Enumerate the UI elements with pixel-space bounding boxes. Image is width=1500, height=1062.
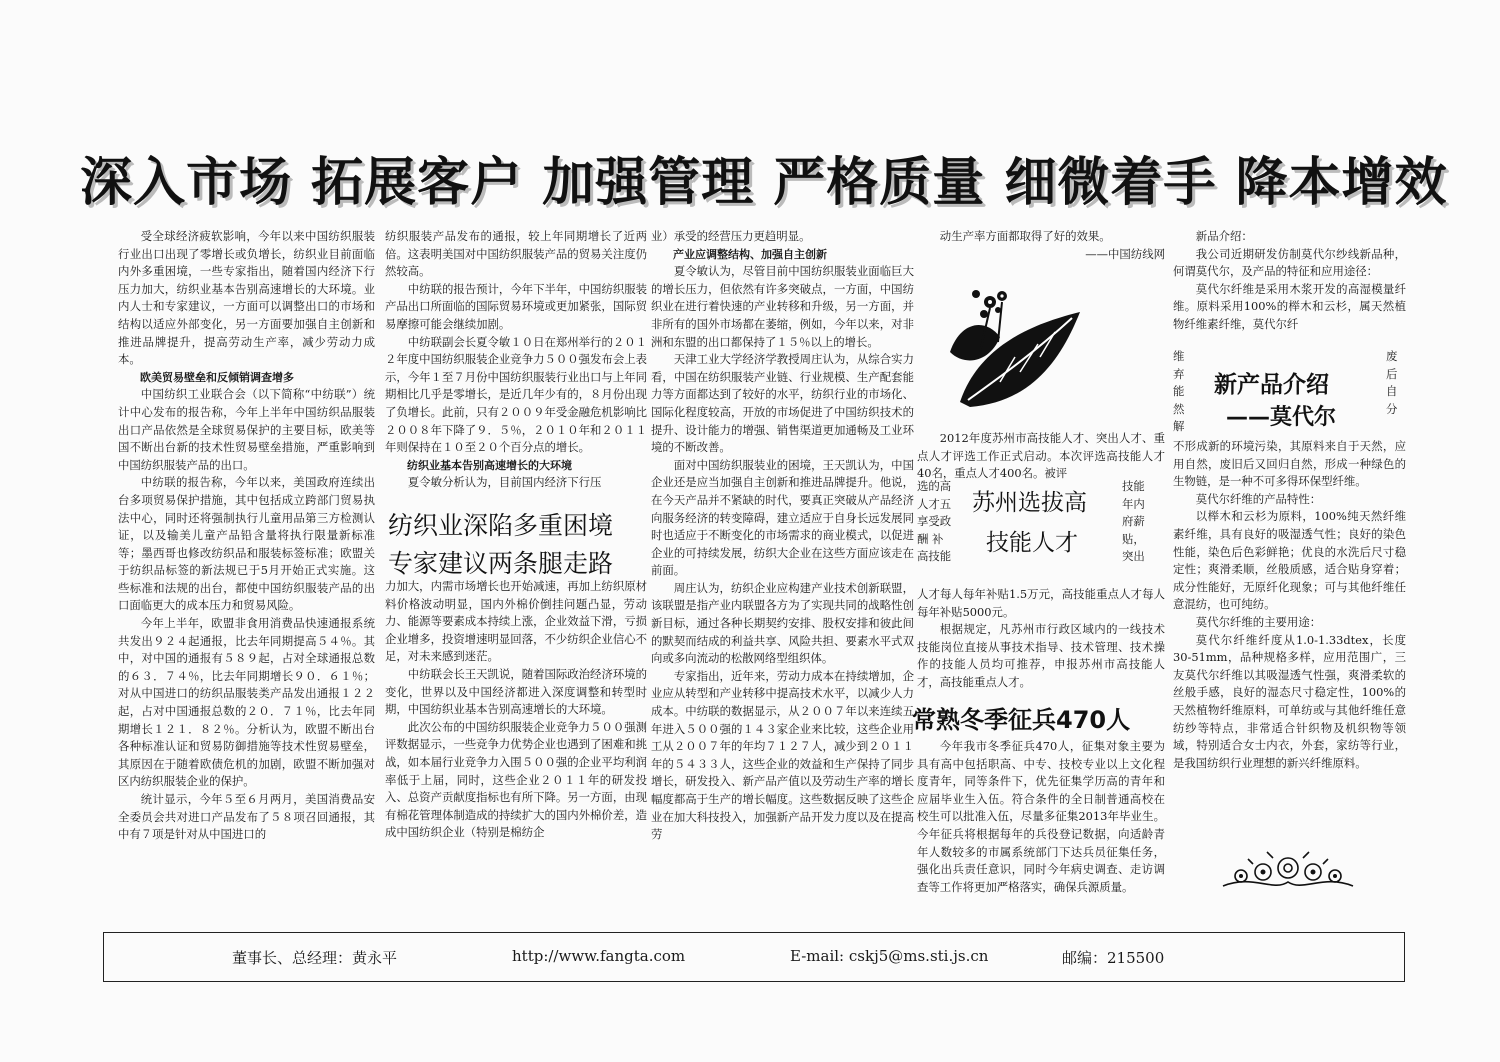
paragraph: 中纺联的报告称，今年以来，美国政府连续出台多项贸易保护措施，其中包括成立跨部门贸易执法中心，同时还将强制执行儿童用品第三方检测认证，以及输美儿童产品铅含量将执行限量新标准等；墨西哥也修改纺织品和服装标签标准；欧盟关于纺织品标签的新法规已于5月开始正式实施。这些标准和法规的出台，都使中国纺织服装产品的出口面临更大的成本压力和贸易风险。: [118, 475, 375, 613]
paragraph: 中纺联的报告预计，今年下半年，中国纺织服装产品出口所面临的国际贸易环境或更加紧张，国际贸易摩擦可能会继续加剧。: [385, 281, 648, 331]
paragraph: 力加大，内需市场增长也开始减速，再加上纺织原材料价格波动明显，国内外棉价倒挂问题凸显，劳动力、能源等要素成本持续上涨，企业效益下滑，亏损企业增多，投资增速明显回落，不少纺织企业信心不足，对未来感到迷茫。: [385, 579, 647, 664]
product-article-intro: [1173, 228, 1406, 351]
textile-article-col2: [385, 228, 647, 510]
product-side-right: 废 后 自 分: [1386, 349, 1398, 416]
footer-email-link[interactable]: E-mail: cskj5@ms.sti.js.cn: [790, 947, 989, 965]
paragraph: 受全球经济疲软影响，今年以来中国纺织服装行业出口出现了零增长或负增长，纺织业目前面临内外多重困境，一些专家指出，随着国内经济下行压力加大，纺织业基本告别高速增长的大环境。业内人士和专家建议，一方面可以调整出口的市场和结构以适应外部变化，另一方面要加强自主创新和推进品牌提升，提高劳动生产率，减少劳动力成本。: [118, 229, 375, 367]
textile-article-title-line2: 专家建议两条腿走路: [388, 549, 614, 578]
subheading: 莫代尔纤维的产品特性：: [1195, 491, 1322, 506]
changshu-article-body: [917, 738, 1165, 938]
suzhou-side-left: 选的高 人才五 享受政 酬 补 高技能: [917, 479, 952, 563]
paragraph: 不形成新的环境污染，其原料来自于天然，应用自然，废旧后又回归自然，形成一种绿色的生物链，是一种不可多得环保型纤维。: [1173, 439, 1406, 489]
paragraph: 统计显示，今年５至６月两月，美国消费品安全委员会共对进口产品发布了５８项召回通报，其中有７项是针对从中国进口的: [118, 792, 375, 842]
paragraph: 中纺联会长王天凯说，随着国际政治经济环境的变化，世界以及中国经济都进入深度调整和转型时期，中国纺织业基本告别高速增长的大环境。: [385, 666, 648, 717]
footer-postcode: 邮编：215500: [1062, 949, 1165, 967]
paragraph: 业）承受的经营压力更趋明显。: [651, 229, 811, 243]
footer-chairman: 董事长、总经理：黄永平: [232, 949, 398, 967]
paragraph: 人才每人每年补贴1.5万元，高技能重点人才每人每年补贴5000元。: [917, 587, 1165, 619]
suzhou-article-title-line2: 技能人才: [986, 530, 1078, 556]
paragraph: 面对中国纺织服装业的困境，王天凯认为，中国企业还是应当加强自主创新和推进品牌提升。他说，在今天产品并不紧缺的时代，要真正突破从产品经济向服务经济的转变障碍，建立适应于自身长远发展同时也适应于不断变化的市场需求的商业模式，以促进企业的可持续发展，纺织大企业在这些方面应该走在前面。: [651, 457, 914, 578]
subheading: 莫代尔纤维的主要用途：: [1195, 614, 1322, 629]
textile-article-col2-bottom: [385, 578, 647, 943]
product-article-body: [1173, 438, 1406, 838]
paragraph: 我公司近期研发仿制莫代尔纱线新品种，何谓莫代尔，及产品的特征和应用途径：: [1173, 246, 1406, 279]
product-article-title-line2: ——莫代尔: [1226, 405, 1337, 430]
paragraph: 天津工业大学经济学教授周庄认为，从综合实力看，中国在纺织服装产业链、行业规模、生产配套能力等方面都达到了较好的水平，纺织行业的市场化、国际化程度较高，开放的市场促进了中国纺织技术的提升、设计能力的增强、销售渠道更加通畅及工业环境的不断改善。: [651, 352, 914, 455]
footer-bar: [103, 932, 1405, 982]
suzhou-article-lead: [917, 430, 1165, 481]
footer-website-link[interactable]: http://www.fangta.com: [512, 947, 686, 965]
paragraph: 以榉木和云杉为原料，100%纯天然纤维素纤维，具有良好的吸湿透气性；良好的染色性能，染色后色彩鲜艳；优良的水洗后尺寸稳定性；爽滑柔顺，丝般质感，适合贴身穿着；成分性能好，无原纤化现象；可与其他纤维任意混纺，也可纯纺。: [1173, 509, 1406, 612]
paragraph: 纺织服装产品发布的通报，较上年同期增长了近两倍。这表明美国对中国纺织服装产品的贸易关注度仍然较高。: [385, 229, 647, 279]
paragraph: 夏令敏分析认为，目前国内经济下行压: [407, 475, 602, 490]
subheading: 欧美贸易壁垒和反倾销调查增多: [140, 370, 294, 384]
article-source: ——中国纺线网: [1085, 246, 1165, 261]
paragraph: 2012年度苏州市高技能人才、突出人才、重点人才评选工作正式启动。本次评选高技能人才40名，重点人才400名。被评: [917, 431, 1165, 481]
paragraph: 夏令敏认为，尽管目前中国纺织服装业面临巨大的增长压力，但依然有许多突破点，一方面，中国纺织业在进行着快速的产业转移和升级，另一方面，并非所有的国外市场都在萎缩，例如，今年以来，对非洲和东盟的出口都保持了１５％以上的增长。: [651, 264, 914, 349]
paragraph: 莫代尔纤维纤度从1.0-1.33dtex，长度30-51mm，品种规格多样，应用范围广，三友莫代尔纤维以其吸湿透气性强，爽滑柔软的丝般手感，良好的湿态尺寸稳定性，100%的天然植物纤维原料，可单纺或与其他纤维任意纺纱等特点，非常适合针织物及机织物等领域，特别适合女士内衣，外套，家纺等行业，是我国纺织行业理想的新兴纤维原料。: [1173, 632, 1406, 770]
textile-article-col3: [651, 228, 914, 943]
paragraph: 今年上半年，欧盟非食用消费品快速通报系统共发出９２４起通报，比去年同期提高５４％。其中，对中国的通报有５８９起，占对全球通报总数的６３．７４％，比去年同期增长９０．６１％；对从中国进口的纺织品服装类产品发出通报１２２起，占对中国通报总数的２０．７１％，比去年同期增长１２１．８２％。分析认为，欧盟不断出台各种标准认证和贸易防御措施等技术性贸易壁垒，其原因在于随着欧债危机的加剧，欧盟不断加强对区内纺织服装企业的保护。: [118, 616, 375, 789]
paragraph: 中国纺织工业联合会（以下简称“中纺联”）统计中心发布的报告称，今年上半年中国纺织品服装出口产品依然是全球贸易保护的主要目标，欧美等国不断出台新的技术性贸易壁垒措施，严重影响到中国纺织服装产品的出口。: [118, 387, 375, 472]
product-article-title-line1: 新产品介绍: [1214, 372, 1329, 398]
paragraph: 根据规定，凡苏州市行政区域内的一线技术技能岗位直接从事技术指导、技术管理、技术操作的技能人员均可推荐，申报苏州市高技能人才，高技能重点人才。: [917, 622, 1165, 689]
leaf-flower-ornament-icon: [940, 282, 1090, 422]
paragraph: 莫代尔纤维是采用木浆开发的高湿模量纤维。原料采用100%的榉木和云杉，属天然植物纤维素纤维，莫代尔纤: [1173, 281, 1406, 331]
floral-ornament-icon: [1213, 846, 1363, 896]
paragraph: 周庄认为，纺织企业应构建产业技术创新联盟，该联盟是指产业内联盟各方为了实现共同的战略性创新目标，通过各种长期契约安排、股权安排和彼此间的默契而结成的利益共享、风险共担、要素水平式双向或多向流动的松散网络型组织体。: [651, 580, 914, 666]
textile-article-title-line1: 纺织业深陷多重困境: [388, 511, 614, 540]
textile-article-ending: [917, 228, 1165, 268]
suzhou-article-title-line1: 苏州选拔高: [972, 490, 1087, 516]
suzhou-article-body: [917, 586, 1165, 689]
product-side-left: 维 弃 能 然 解: [1173, 349, 1185, 433]
paragraph: 此次公布的中国纺织服装企业竞争力５００强测评数据显示，一些竞争力优势企业也遇到了困难和挑战，如本届行业竞争力入围５００强的企业平均利润率低于上届，同时，这些企业２０１１年的研发投入、总资产贡献度指标也有所下降。另一方面，由现有棉花管理体制造成的持续扩大的国内外棉价差，造成中国纺织企业（特别是棉纺企: [385, 719, 648, 840]
subheading: 产业应调整结构、加强自主创新: [673, 247, 827, 261]
changshu-article-title: 常熟冬季征兵470人: [912, 706, 1131, 734]
paragraph: 中纺联副会长夏令敏１０日在郑州举行的２０１２年度中国纺织服装企业竞争力５００强发布会上表示，今年１至７月份中国纺织服装行业出口与上年同期相比几乎是零增长，是近几年少有的，８月份出现了负增长。此前，只有２００９年受金融危机影响比２００８年下降了９．５％，２０１０年和２０１１年则保持在１０至２０个百分点的增长。: [385, 334, 648, 455]
suzhou-side-right: 技能 年内 府薪 贴， 突出: [1122, 479, 1145, 563]
paragraph: 动生产率方面都取得了好的效果。: [939, 229, 1111, 243]
paragraph: 今年我市冬季征兵470人，征集对象主要为具有高中包括职高、中专、技校专业以上文化程度青年，同等条件下，优先征集学历高的青年和应届毕业生入伍。符合条件的全日制普通高校在校生可以批准入伍，尽量多征集2013年毕业生。今年征兵将根据每年的兵役登记数据，向适龄青年人数较多的市属系统部门下达兵员征集任务，强化出兵责任意识，同时今年病史调查、走访调查等工作将更加严格落实，确保兵源质量。: [917, 739, 1165, 894]
subheading: 纺织业基本告别高速增长的大环境: [407, 458, 572, 472]
textile-article-col1: [118, 228, 375, 908]
paragraph: 专家指出，近年来，劳动力成本在持续增加，企业应从转型和产业转移中提高技术水平，以减少人力成本。中纺联的数据显示，从２００７年以来连续五年进入５００强的１４３家企业来比较，这些企业用工从２００７年的年均７１２７人，减少到２０１１年的５４３３人，这些企业的效益和生产保持了同步增长，研发投入、新产品产值以及劳动生产率的增长幅度都高于生产的增长幅度。这些数据反映了这些企业在加大科技投入，加强新产品开发力度以及在提高劳: [651, 668, 914, 842]
page-headline: 深入市场 拓展客户 加强管理 严格质量 细微着手 降本增效: [80, 153, 1448, 213]
product-intro-heading: 新品介绍：: [1195, 229, 1253, 243]
